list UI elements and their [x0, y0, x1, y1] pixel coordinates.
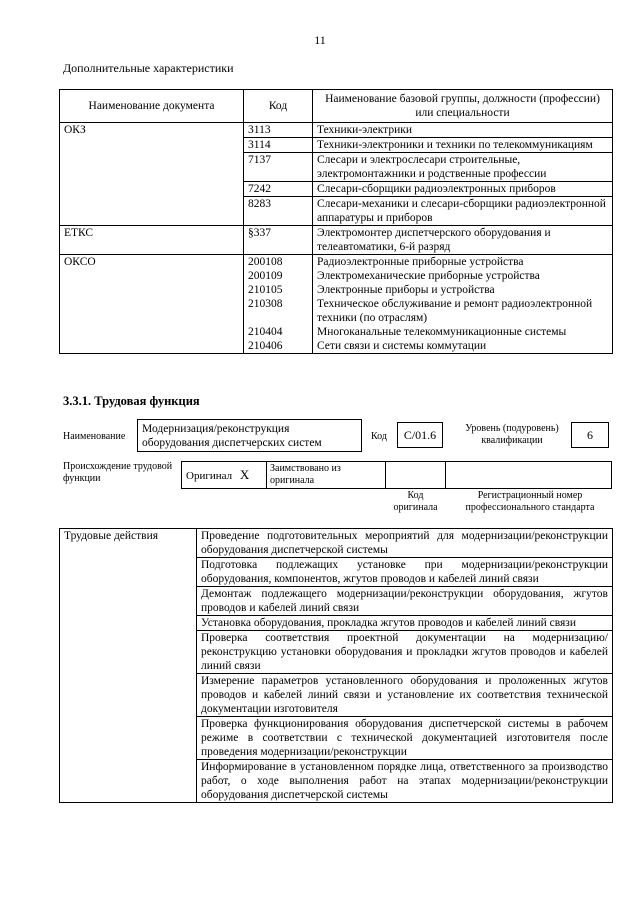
additional-characteristics-title: Дополнительные характеристики	[63, 61, 234, 75]
action-item: Проведение подготовительных мероприятий для модернизации/реконструкции оборудования диспетчерской системы	[197, 529, 613, 558]
doc-cell: ОКЗ	[60, 123, 244, 226]
original-code-cell	[386, 462, 446, 488]
reg-caption: Регистрационный номер профессионального стандарта	[465, 490, 595, 513]
labor-actions-table	[59, 528, 613, 803]
code-label: Код	[371, 431, 387, 442]
action-item: Информирование в установленном порядке лица, ответственного за производство работ, о ходе выполнения работ на этапах модернизации/реконструкции оборудования диспетчерской системы	[197, 760, 613, 803]
action-item: Подготовка подлежащих установке при модернизации/реконструкции оборудования, компонентов, жгутов проводов и кабелей линий связи	[197, 558, 613, 587]
origin-label: Происхождение трудовой функции	[63, 461, 173, 484]
page-number: 11	[314, 33, 326, 47]
name-line: Радиоэлектронные приборные устройства	[317, 256, 524, 268]
original-label: Оригинал	[186, 470, 233, 482]
action-item: Измерение параметров установленного оборудования и проложенных жгутов проводов и кабелей линий связи и установление их соответствия технической документации изготовителя	[197, 674, 613, 717]
code-line: 200109	[248, 270, 283, 282]
name-cell: Слесари и электрослесари строительные, электромонтажники и родственные профессии	[313, 153, 613, 182]
code-cell: 7137	[244, 153, 313, 182]
name-line: Сети связи и системы коммутации	[317, 340, 487, 352]
function-name-box: Модернизация/реконструкция оборудования диспетчерских систем	[137, 419, 362, 452]
code-line: 210105	[248, 284, 283, 296]
action-item: Проверка соответствия проектной документации на модернизацию/реконструкцию установки оборудования и прокладки жгутов проводов и кабелей линий связи	[197, 631, 613, 674]
code-cell: 3114	[244, 138, 313, 153]
code-cell: 7242	[244, 182, 313, 197]
section-title: 3.3.1. Трудовая функция	[63, 394, 200, 408]
table-row	[60, 529, 613, 558]
action-item: Проверка функционирования оборудования диспетчерской системы в рабочем режиме в соответствии с технической документацией изготовителя после проведения модернизации/реконструкции	[197, 717, 613, 760]
table-row	[60, 226, 613, 255]
code-cell: 3113	[244, 123, 313, 138]
name-cell: Электромонтер диспетчерского оборудования и телеавтоматики, 6-й разряд	[313, 226, 613, 255]
name-cell: Слесари-механики и слесари-сборщики радиоэлектронной аппаратуры и приборов	[313, 197, 613, 226]
doc-cell: ОКСО	[60, 255, 244, 354]
name-line: Техническое обслуживание и ремонт радиоэлектронной техники (по отраслям)	[317, 298, 593, 324]
action-item: Демонтаж подлежащего модернизации/реконструкции оборудования, жгутов проводов и кабелей линий связи	[197, 587, 613, 616]
qualification-table	[59, 89, 613, 354]
code-line: 210308	[248, 298, 283, 310]
name-cell: Техники-электрики	[313, 123, 613, 138]
table-row	[60, 255, 613, 354]
header-code: Код	[244, 90, 313, 123]
code-cell: 8283	[244, 197, 313, 226]
code-cell: §337	[244, 226, 313, 255]
level-value-box: 6	[571, 422, 609, 448]
level-label: Уровень (подуровень) квалификации	[465, 423, 559, 446]
name-line: Электронные приборы и устройства	[317, 284, 495, 296]
borrowed-cell: Заимствовано из оригинала	[267, 462, 386, 488]
original-cell	[182, 462, 267, 488]
name-label: Наименование	[63, 431, 126, 442]
action-item: Установка оборудования, прокладка жгутов проводов и кабелей линий связи	[197, 616, 613, 631]
name-cell: Техники-электроники и техники по телекоммуникациям	[313, 138, 613, 153]
table-row	[60, 123, 613, 138]
name-line: Многоканальные телекоммуникационные системы	[317, 326, 567, 338]
name-line: Электромеханические приборные устройства	[317, 270, 540, 282]
name-cell: Слесари-сборщики радиоэлектронных приборов	[313, 182, 613, 197]
table-header-row	[60, 90, 613, 123]
code-line: 210404	[248, 326, 283, 338]
header-doc: Наименование документа	[60, 90, 244, 123]
doc-cell: ЕТКС	[60, 226, 244, 255]
code-line: 210406	[248, 340, 283, 352]
code-line: 200108	[248, 256, 283, 268]
actions-label: Трудовые действия	[60, 529, 197, 803]
origin-row	[181, 461, 612, 489]
code-caption: Код оригинала	[393, 490, 438, 513]
function-code-box: C/01.6	[397, 422, 443, 448]
header-name: Наименование базовой группы, должности (профессии) или специальности	[313, 90, 613, 123]
original-mark: X	[239, 467, 250, 482]
name-cell	[313, 255, 613, 354]
code-cell	[244, 255, 313, 354]
